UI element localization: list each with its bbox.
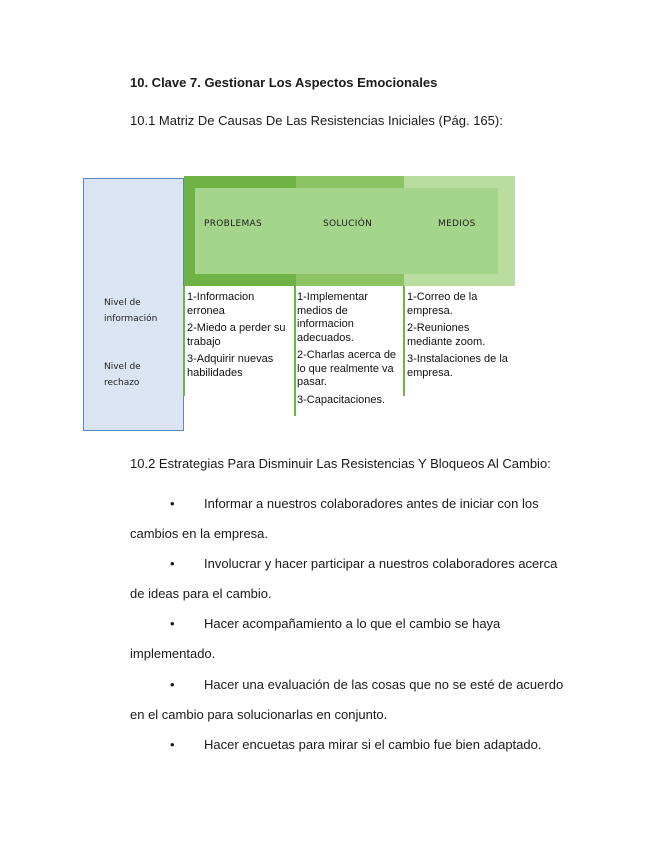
bullet-icon: • [170,556,175,571]
label-line: rechazo [104,378,140,388]
subheading-strategies: 10.2 Estrategias Para Disminuir Las Resistencias Y Bloqueos Al Cambio: [130,456,551,471]
solution-item: 3-Capacitaciones. [297,393,386,406]
list-item-continuation: de ideas para el cambio. [130,586,272,601]
bullet-icon: • [170,616,175,631]
means-item: 3-Instalaciones de la empresa. [407,353,508,379]
column-divider [183,286,185,396]
column-solution [297,291,403,411]
header-solution: SOLUCIÓN [323,219,373,229]
solution-item: 2-Charlas acerca de lo que realmente va pasar. [297,349,397,388]
list-item: Hacer encuetas para mirar si el cambio fue bien adaptado. [204,737,542,752]
label-line: Nivel de [104,298,141,308]
column-problems [187,291,295,384]
list-item-continuation: cambios en la empresa. [130,526,269,541]
list-item: Hacer una evaluación de las cosas que no se esté de acuerdo [204,677,564,692]
label-line: información [104,314,158,324]
bullet-icon: • [170,496,175,511]
list-item-continuation: en el cambio para solucionarlas en conjunto. [130,707,388,722]
column-means [407,291,515,384]
label-line: Nivel de [104,362,141,372]
problem-item: 1-Informacion erronea [187,291,255,317]
means-item: 2-Reuniones mediante zoom. [407,322,486,348]
list-item: Informar a nuestros colaboradores antes de iniciar con los [204,496,539,511]
bullet-icon: • [170,737,175,752]
subheading-matrix: 10.1 Matriz De Causas De Las Resistencias Iniciales (Pág. 165): [130,113,503,128]
problem-item: 2-Miedo a perder su trabajo [187,322,286,348]
list-item-continuation: implementado. [130,646,216,661]
solution-item: 1-Implementar medios de informacion adecuados. [297,291,368,344]
means-item: 1-Correo de la empresa. [407,291,478,317]
bullet-icon: • [170,677,175,692]
list-item: Involucrar y hacer participar a nuestros colaboradores acerca [204,556,558,571]
column-divider [403,286,405,396]
level-rejection-label [104,359,141,391]
header-problems: PROBLEMAS [204,219,262,229]
level-information-label [104,295,157,327]
list-item: Hacer acompañamiento a lo que el cambio se haya [204,616,501,631]
problem-item: 3-Adquirir nuevas habilidades [187,353,274,379]
header-means: MEDIOS [438,219,476,229]
section-heading: 10. Clave 7. Gestionar Los Aspectos Emocionales [130,75,438,90]
header-inner-panel [195,188,498,274]
